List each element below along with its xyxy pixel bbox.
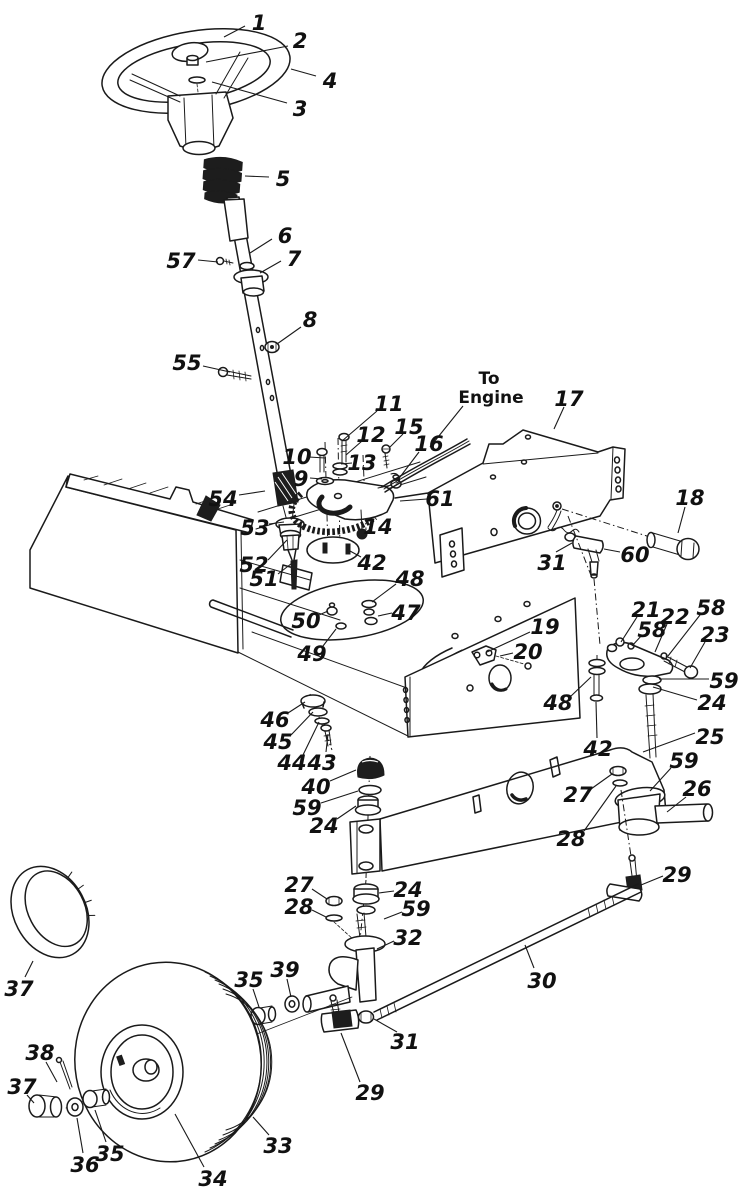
leader-line [596, 702, 597, 738]
part-number-label: 61 [425, 487, 455, 511]
part-number-label: 29 [355, 1081, 385, 1105]
part-number-label: 18 [675, 486, 705, 510]
leader-line [653, 687, 697, 700]
part-number-label: 16 [414, 432, 444, 456]
part-number-label: 53 [240, 516, 270, 540]
part-number-label: 40 [301, 775, 331, 799]
part-number-label: 48 [395, 567, 425, 591]
part-number-label: 35 [95, 1142, 125, 1166]
leader-line [260, 261, 281, 273]
bellcrank-ball-stud [608, 645, 617, 652]
part-number-label: 25 [695, 725, 725, 749]
part-number-label: 31 [537, 551, 567, 575]
part-number-label: 24 [309, 814, 339, 838]
part-number-label: 42 [357, 551, 387, 575]
leader-line [288, 702, 305, 713]
leader-line [678, 507, 685, 533]
screw-15 [382, 445, 390, 468]
part-number-label: 32 [393, 926, 423, 950]
part-number-label: 20 [513, 640, 543, 664]
part-number-label: 59 [669, 749, 699, 773]
part-number-label: 36 [70, 1153, 100, 1177]
screw-43 [321, 725, 331, 746]
part-number-label: 27 [563, 783, 593, 807]
part-number-label: 13 [347, 451, 377, 475]
leader-line [341, 1033, 360, 1082]
roll-pin [291, 560, 297, 589]
lock-washer-44 [315, 718, 329, 724]
part-number-label: 39 [270, 958, 300, 982]
part-number-label: 5 [275, 167, 291, 191]
leader-line [239, 491, 265, 495]
bolt-55 [219, 368, 252, 382]
part-number-label: 51 [249, 567, 279, 591]
leader-line [291, 712, 313, 735]
part-number-label: 33 [263, 1134, 293, 1158]
leader-line [312, 910, 326, 917]
leader-line [337, 806, 356, 819]
part-number-label: 60 [620, 543, 650, 567]
part-number-label: 45 [263, 730, 293, 754]
washer-28-left [326, 915, 342, 921]
washer-36 [67, 1098, 83, 1116]
washer-45 [309, 708, 327, 716]
axle-stub-right [655, 804, 708, 823]
part-number-label: 6 [277, 224, 293, 248]
part-number-label: 57 [166, 249, 196, 273]
leader-line [250, 239, 272, 253]
part-number-label: 35 [234, 968, 264, 992]
to-engine-annotation [430, 369, 524, 447]
flange-nut-24-left [356, 796, 381, 815]
part-number-label: 24 [393, 878, 423, 902]
axle-stub-left [306, 986, 350, 1012]
part-number-label: 47 [391, 601, 421, 625]
part-number-label: 28 [284, 895, 314, 919]
nut-24-bellcrank [639, 684, 661, 694]
leader-line [400, 499, 427, 501]
part-number-label: 38 [25, 1041, 55, 1065]
part-number-label: 24 [697, 691, 727, 715]
wheel-nut [187, 56, 198, 66]
leader-line [198, 260, 218, 262]
hex-adapter-52 [282, 535, 299, 560]
part-number-label: 58 [637, 618, 667, 642]
part-number-label: 55 [172, 351, 202, 375]
leader-line [77, 1118, 83, 1153]
screw-57 [217, 258, 234, 266]
part-number-label: 34 [198, 1167, 228, 1191]
steering-wheel [96, 17, 296, 155]
part-number-label: 19 [530, 615, 560, 639]
leader-line [384, 912, 402, 919]
part-number-label: 48 [543, 691, 573, 715]
part-number-label: 22 [660, 605, 690, 629]
axle-pivot-channel [350, 819, 380, 874]
flange-nut-24-spindle [353, 884, 379, 904]
leader-line [253, 1117, 269, 1135]
part-number-label: 23 [700, 623, 730, 647]
part-number-label: 2 [292, 29, 308, 53]
leader-line [312, 889, 327, 899]
leader-line [604, 549, 620, 552]
to-engine-text-line2: Engine [458, 388, 524, 408]
steering-bellcrank-22 [607, 638, 698, 694]
part-number-label: 58 [696, 596, 726, 620]
part-number-label: 12 [356, 423, 386, 447]
part-number-label: 7 [286, 247, 302, 271]
part-number-label: 43 [307, 751, 337, 775]
part-number-label: 9 [293, 467, 309, 491]
part-number-label: 54 [208, 487, 238, 511]
part-number-label: 59 [292, 796, 322, 820]
leader-line [291, 69, 316, 76]
leader-line [379, 891, 394, 893]
washer-28-right [613, 780, 627, 786]
washer-59-left [359, 786, 381, 795]
part-number-label: 15 [394, 415, 424, 439]
part-number-label: 26 [682, 777, 712, 801]
part-number-label: 21 [631, 598, 661, 622]
part-number-label: 44 [277, 751, 307, 775]
part-number-label: 59 [401, 897, 431, 921]
leader-line [641, 876, 663, 885]
part-number-label: 46 [260, 708, 290, 732]
part-number-label: 50 [291, 609, 321, 633]
hub-cap-37 [0, 850, 110, 971]
part-number-label: 11 [374, 392, 404, 416]
nut-27-left [326, 897, 342, 906]
washer-59-bellcrank [643, 676, 661, 684]
part-number-label: 8 [302, 308, 318, 332]
leader-line [245, 176, 269, 177]
leader-line [46, 1062, 57, 1082]
draglink-washers-48-42 [589, 655, 605, 701]
jam-nut-31-left [359, 1011, 374, 1023]
part-number-label: 37 [7, 1075, 37, 1099]
washer-59-spindle [357, 906, 375, 914]
part-number-label: 37 [4, 977, 34, 1001]
part-number-label: 10 [282, 445, 312, 469]
part-number-label: 29 [662, 863, 692, 887]
part-number-label: 14 [363, 515, 393, 539]
wheel-washer [189, 77, 205, 83]
cap-46 [301, 695, 325, 707]
leader-line [25, 961, 33, 977]
part-number-label: 31 [390, 1030, 420, 1054]
spindle-arm-left [329, 957, 358, 990]
part-number-label: 3 [292, 97, 308, 121]
leader-line [277, 327, 301, 344]
part-number-label: 42 [583, 737, 613, 761]
part-number-label: 4 [322, 69, 338, 93]
part-number-label: 27 [284, 873, 314, 897]
nut-27-right [610, 767, 626, 776]
part-number-label: 52 [239, 553, 269, 577]
part-number-label: 59 [709, 669, 739, 693]
part-number-label: 30 [527, 969, 557, 993]
part-number-label: 28 [556, 827, 586, 851]
nut-8 [265, 342, 279, 353]
part-number-label: 49 [297, 642, 327, 666]
to-engine-text-line1: To [478, 369, 500, 389]
leader-line [525, 945, 534, 968]
leader-line [378, 613, 392, 616]
washer-39 [285, 996, 299, 1012]
gear-mount-plate [307, 537, 359, 563]
cotter-pin-38 [57, 1058, 73, 1090]
part-number-label: 17 [554, 387, 584, 411]
part-number-label: 1 [251, 11, 267, 35]
leader-line [372, 584, 396, 602]
